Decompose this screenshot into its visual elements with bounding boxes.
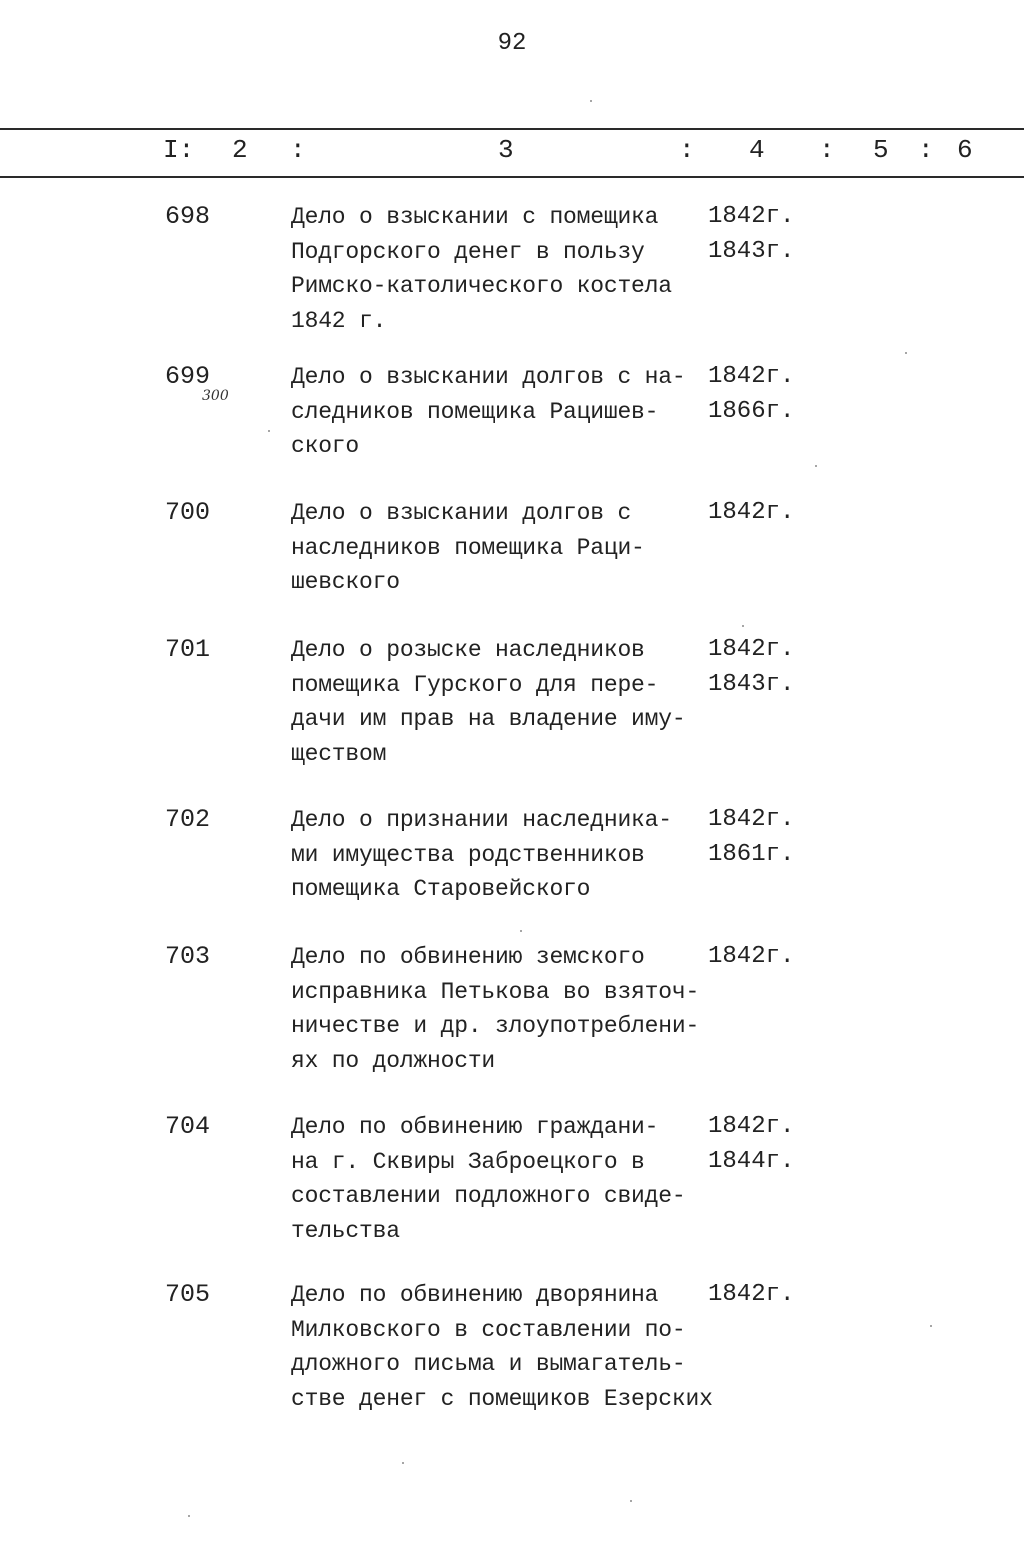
- entry-dates: [708, 940, 794, 975]
- column-header-3: 3: [498, 135, 514, 165]
- entry-number: 702: [165, 805, 211, 834]
- description-line: ях по должности: [291, 1047, 496, 1074]
- date-start: 1842г.: [708, 1113, 795, 1140]
- entry-dates: [708, 360, 794, 429]
- column-header-6: 6: [957, 135, 973, 165]
- description-line: ского: [291, 433, 360, 459]
- header-top-rule: [0, 128, 1024, 130]
- description-line: помещика Гурского для пере-: [291, 671, 659, 698]
- description-line: Дело о признании наследника-: [291, 807, 672, 833]
- description-line: шевского: [291, 569, 400, 595]
- description-line: Дело по обвинению земского: [291, 944, 645, 970]
- description-line: Дело о розыске наследников: [291, 637, 645, 663]
- entry-dates: [708, 200, 794, 269]
- page-number: 92: [497, 30, 527, 57]
- description-line: Дело о взыскании долгов с на-: [291, 364, 686, 390]
- date-end: 1861г.: [708, 840, 795, 868]
- scan-speck: [905, 352, 907, 354]
- description-line: Дело по обвинению граждани-: [291, 1114, 659, 1140]
- entry-number: 699: [165, 362, 211, 391]
- description-line: наследников помещика Раци-: [291, 534, 645, 561]
- entry-description: [291, 940, 721, 1078]
- description-line: Подгорского денег в пользу: [291, 238, 645, 265]
- entry-dates: [708, 1110, 794, 1179]
- entry-description: [291, 496, 721, 600]
- date-start: 1842г.: [708, 363, 795, 390]
- entry-dates: [708, 633, 794, 702]
- entry-number: 703: [165, 942, 211, 971]
- column-header-2: 2: [232, 135, 248, 165]
- column-separator: :: [679, 135, 695, 165]
- entry-number: 704: [165, 1112, 211, 1141]
- column-header-4: 4: [749, 135, 765, 165]
- description-line: Римско-католического костела: [291, 273, 672, 299]
- date-start: 1842г.: [708, 806, 795, 833]
- description-line: ми имущества родственников: [291, 841, 645, 868]
- date-end: 1844г.: [708, 1147, 795, 1175]
- description-line: дачи им прав на владение иму-: [291, 706, 686, 732]
- handwritten-note: 300: [202, 388, 229, 404]
- description-line: Дело о взыскании с помещика: [291, 204, 659, 230]
- entry-description: [291, 1278, 721, 1416]
- entry-description: [291, 803, 721, 907]
- date-start: 1842г.: [708, 499, 795, 526]
- description-line: исправника Петькова во взяточ-: [291, 978, 700, 1005]
- description-line: ничестве и др. злоупотреблени-: [291, 1013, 700, 1039]
- date-end: 1843г.: [708, 670, 795, 698]
- date-start: 1842г.: [708, 943, 795, 970]
- entry-dates: [708, 803, 794, 872]
- description-line: тельства: [291, 1217, 400, 1244]
- entry-number: 701: [165, 635, 211, 664]
- date-start: 1842г.: [708, 203, 795, 230]
- entry-description: [291, 360, 721, 464]
- description-line: стве денег с помещиков Езерских: [291, 1385, 713, 1412]
- scan-speck: [815, 465, 817, 467]
- scan-speck: [188, 1515, 190, 1517]
- header-bottom-rule: [0, 176, 1024, 178]
- entry-dates: [708, 496, 794, 531]
- date-end: 1866г.: [708, 397, 795, 425]
- description-line: Милковского в составлении по-: [291, 1316, 686, 1343]
- date-start: 1842г.: [708, 636, 795, 663]
- date-end: 1843г.: [708, 237, 795, 265]
- scan-speck: [930, 1325, 932, 1327]
- description-line: составлении подложного свиде-: [291, 1183, 686, 1209]
- scan-speck: [742, 625, 744, 627]
- description-line: помещика Старовейского: [291, 876, 591, 902]
- description-line: 1842 г.: [291, 307, 387, 334]
- entry-number: 705: [165, 1280, 211, 1309]
- entry-description: [291, 200, 721, 338]
- scan-speck: [402, 1462, 404, 1464]
- entry-number: 700: [165, 498, 211, 527]
- column-header-5: 5: [873, 135, 889, 165]
- scan-speck: [268, 430, 270, 432]
- scan-speck: [590, 100, 592, 102]
- description-line: ществом: [291, 740, 387, 767]
- entry-dates: [708, 1278, 794, 1313]
- column-header-1: I:: [163, 135, 195, 165]
- entry-description: [291, 1110, 721, 1248]
- column-separator: :: [290, 135, 306, 165]
- description-line: Дело о взыскании долгов с: [291, 500, 632, 526]
- column-separator: :: [819, 135, 835, 165]
- description-line: на г. Сквиры Заброецкого в: [291, 1148, 645, 1175]
- scan-speck: [520, 930, 522, 932]
- entry-number: 698: [165, 202, 211, 231]
- column-separator: :: [918, 135, 934, 165]
- description-line: дложного письма и вымагатель-: [291, 1351, 686, 1377]
- description-line: Дело по обвинению дворянина: [291, 1282, 659, 1308]
- entry-description: [291, 633, 721, 771]
- description-line: следников помещика Рацишев-: [291, 398, 659, 425]
- scan-speck: [630, 1500, 632, 1502]
- date-start: 1842г.: [708, 1281, 795, 1308]
